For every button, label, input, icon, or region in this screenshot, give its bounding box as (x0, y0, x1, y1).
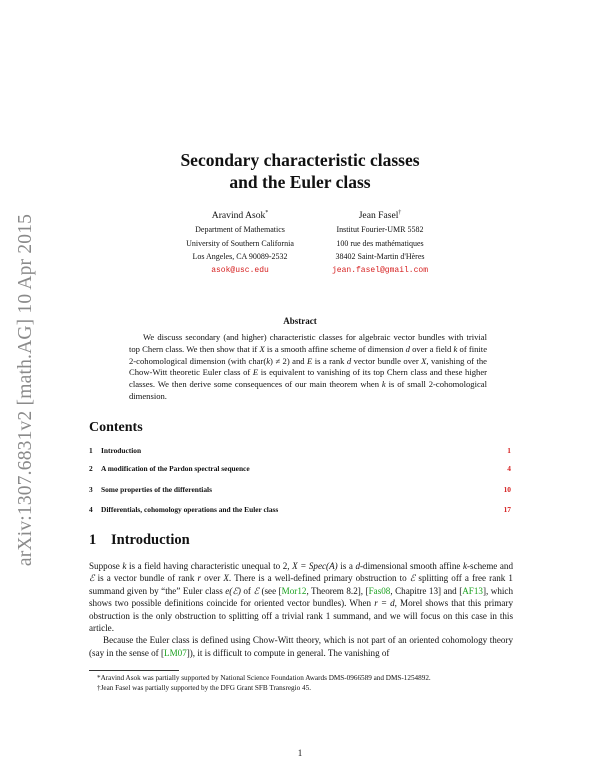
author-email-link[interactable]: jean.fasel@gmail.com (331, 265, 428, 275)
author-fasel (280, 209, 480, 277)
affiliation-line: Department of Mathematics (195, 225, 285, 234)
citation-link[interactable]: AF13 (462, 585, 483, 596)
page-number: 1 (297, 748, 303, 758)
arxiv-stamp (0, 150, 52, 630)
section-heading: 1 Introduction (89, 532, 190, 548)
toc-entry[interactable]: 2 A modification of the Pardon spectral sequence 4 (89, 464, 511, 473)
title-line-2: and the Euler class (229, 172, 371, 192)
title-line-1: Secondary characteristic classes (180, 150, 420, 170)
author-name: Aravind Asok* (211, 209, 269, 221)
introduction-text (89, 560, 513, 659)
toc-page-link[interactable]: 4 (507, 464, 511, 473)
citation-link[interactable]: Mor12 (281, 585, 307, 596)
footnote-rule (89, 670, 179, 671)
citation-link[interactable]: Fas08 (368, 585, 391, 596)
paper-title (0, 149, 600, 193)
affiliation-line: 100 rue des mathématiques (336, 238, 424, 248)
toc-entry[interactable]: 4 Differentials, cohomology operations and the Euler class 17 (89, 505, 511, 514)
toc-entry[interactable]: 1 Introduction 1 (89, 446, 511, 455)
paragraph: Suppose k is a field having characteristic unequal to 2, X = Spec(A) is a d-dimensional smooth affine k-scheme and ℰ is a vector bundle of rank r over X. There is a well-defined primary obstruction to ℰ splitting off a free rank 1 summand given by “the” Euler class e(ℰ) of ℰ (see [Mor12, Theorem 8.2], [Fas08, Chapitre 13] and [AF13], which shows two possible definitions coincide for oriented vector bundles). When r = d, Morel shows that this primary obstruction is the only obstruction to splitting off a trivial rank 1 summand, and we will focus on this case in this article. (89, 561, 513, 634)
toc-entry[interactable]: 3 Some properties of the differentials 10 (89, 485, 511, 494)
footnote: *Aravind Asok was partially supported by National Science Foundation Awards DMS-0966589 and DMS-1254892. (97, 674, 431, 682)
paragraph: Because the Euler class is defined using Chow-Witt theory, which is not part of an oriented cohomology theory (say in the sense of [LM07]), it is difficult to compute in general. The vanishing of (89, 635, 513, 658)
author-name: Jean Fasel† (358, 209, 402, 221)
toc-page-link[interactable]: 17 (503, 505, 511, 514)
author-email-link[interactable]: asok@usc.edu (211, 265, 269, 275)
abstract-heading: Abstract (283, 316, 317, 326)
contents-heading: Contents (89, 420, 143, 435)
arxiv-stamp-text: arXiv:1307.6831v2 [math.AG] 10 Apr 2015 (15, 213, 36, 567)
footnotes (89, 674, 513, 693)
abstract-text: We discuss secondary (and higher) characteristic classes for algebraic vector bundles with trivial top Chern class. We then show that if X is a smooth affine scheme of dimension d over a field k of finite 2-cohomological dimension (with char(k) ≠ 2) and E is a rank d vector bundle over X, vanishing of the Chow-Witt theoretic Euler class of E is equivalent to vanishing of its top Chern class and these higher classes. We then derive some consequences of our main theorem when k is of small 2-cohomological dimension. (129, 332, 488, 401)
toc-page-link[interactable]: 1 (507, 446, 511, 455)
footnote: †Jean Fasel was partially supported by the DFG Grant SFB Transregio 45. (97, 683, 312, 692)
affiliation-line: Los Angeles, CA 90089-2532 (192, 252, 288, 262)
citation-link[interactable]: LM07 (164, 647, 187, 658)
toc-page-link[interactable]: 10 (503, 485, 511, 494)
affiliation-line: 38402 Saint-Martin d'Hères (335, 252, 425, 262)
affiliation-line: University of Southern California (186, 238, 294, 248)
affiliation-line: Institut Fourier-UMR 5582 (336, 225, 424, 234)
